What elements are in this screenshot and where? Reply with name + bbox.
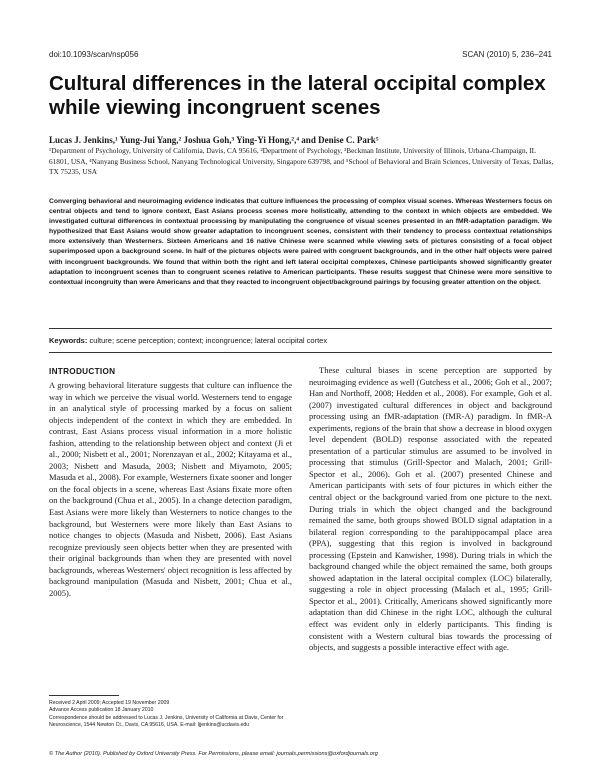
advance-access-date: Advance Access publication 18 January 2010 [49, 707, 154, 714]
footnote-divider [49, 695, 119, 696]
article-title: Cultural differences in the lateral occipital complex while viewing incongruent scenes [49, 72, 546, 119]
author-list: Lucas J. Jenkins,¹ Yung-Jui Yang,² Joshua Goh,³ Ying-Yi Hong,²,⁴ and Denise C. Park⁵ [49, 135, 379, 145]
keywords-text: culture; scene perception; context; incongruence; lateral occipital cortex [89, 336, 328, 345]
affiliations: ¹Department of Psychology, University of California, Davis, CA 95616, ²Department of Psychology, ³Beckman Institute, University of Illinois, Urbana-Champaign, IL 61801, USA, ⁴Nanyang Business School, Nanyang Technological University, Singapore 639798, and ⁵School of Behavioral and Brain Sciences, University of Texas, Dallas, TX 75235, USA [49, 146, 554, 176]
received-dates: Received 2 April 2009; Accepted 19 November 2009 [49, 700, 170, 706]
copyright-notice: © The Author (2010). Published by Oxford University Press. For Permissions, please email: journals.permissions@oxfordjournals.org [49, 751, 378, 757]
article-footnote [49, 700, 292, 730]
body-text-left-column: A growing behavioral literature suggests that culture can influence the way in which we perceive the visual world. Westerners tend to engage in an analytical style of processing marked by a focus on salient objects independent of the context in which they are embedded. In contrast, East Asians process visual information in a more holistic fashion, attending to the relationship between object and context (Ji et al., 2000; Nisbett et al., 2001; Norenzayan et al., 2002; Kitayama et al., 2003; Nisbett and Masuda, 2003; Nisbett and Miyamoto, 2005; Masuda et al., 2008). For example, Westerners fixate sooner and longer on the focal objects in a scene, whereas East Asians fixate more often on the background (Chua et al., 2005). In a change detection paradigm, East Asians were more likely than Westerners to notice changes to the background, but Westerners were more likely than East Asians to notice changes to objects (Masuda and Nisbett, 2006). East Asians recognize previously seen objects better when they are presented with their original backgrounds than when they are presented with novel backgrounds, whereas Westerners' object recognition is less affected by background manipulation (Masuda and Nisbett, 2001; Chua et al., 2005). [49, 380, 292, 598]
journal-reference: SCAN (2010) 5, 236–241 [462, 50, 552, 59]
divider-bottom [49, 352, 552, 353]
abstract: Converging behavioral and neuroimaging evidence indicates that culture influences the processing of complex visual scenes. Whereas Westerners focus on central objects and tend to ignore context, East Asians process scenes more holistically, attending to the context in which objects are embedded. We investigated cultural differences in contextual processing by manipulating the congruence of visual scenes presented in an fMR-adaptation paradigm. We hypothesized that East Asians would show greater adaptation to incongruent scenes, consistent with their tendency to process contextual relationships more extensively than Westerners. Sixteen Americans and 16 native Chinese were scanned while viewing sets of pictures consisting of a focal object superimposed upon a background scene. In half of the pictures objects were paired with congruent backgrounds, and in the other half objects were paired with incongruent backgrounds. We found that within both the right and left lateral occipital complexes, Chinese participants showed significantly greater adaptation to incongruent scenes than to congruent scenes relative to American participants. These results suggest that Chinese were more sensitive to contextual incongruity than were Americans and that they reacted to incongruent object/background pairings by focusing greater attention on the object. [49, 198, 552, 286]
correspondence-note: Correspondence should be addressed to Lucas J. Jenkins, University of California at Davis, Center for Neuroscience, 1544 Newton Ct., Davis, CA 95616, USA. E-mail: ljjenkins@ucdavis.edu [49, 714, 284, 729]
divider-top [49, 328, 552, 329]
running-header [49, 50, 552, 62]
introduction-heading: INTRODUCTION [49, 367, 116, 376]
body-text-right-column: These cultural biases in scene perception are supported by neuroimaging evidence as well (Gutchess et al., 2006; Goh et al., 2007; Han and Northoff, 2008; Hedden et al., 2008). For example, Goh et al. (2007) investigated cultural differences in object and background processing using an fMR-adaptation (fMR-A) paradigm. In fMR-A experiments, regions of the brain that show a decrease in blood oxygen level dependent (BOLD) response associated with the repeated presentation of a particular stimulus are assumed to be involved in processing that stimulus (Grill-Spector and Malach, 2001; Grill-Spector et al., 2006). Goh et al. (2007) presented Chinese and American participants with sets of four pictures in which either the central object or the background varied from one picture to the next. During trials in which the object changed and the background remained the same, both groups showed BOLD signal adaptation in a bilateral region corresponding to the parahippocampal place area (PPA), suggesting that this region is involved in background processing (Epstein and Kanwisher, 1998). During trials in which the background changed while the object remained the same, both groups showed adaptation in the lateral occipital complex (LOC) bilaterally, suggesting a role in object processing (Malach et al., 1995; Grill-Spector et al., 2001). Critically, Americans showed significantly more adaptation than did Chinese in the right LOC, although the cultural effect was evident only in elderly participants. This finding is consistent with a Western cultural bias towards the processing of objects, and suggests a possible interactive effect with age. [309, 365, 552, 653]
doi-link[interactable]: doi:10.1093/scan/nsp056 [49, 50, 139, 59]
keywords-label: Keywords: [49, 336, 88, 345]
keywords [49, 336, 552, 346]
